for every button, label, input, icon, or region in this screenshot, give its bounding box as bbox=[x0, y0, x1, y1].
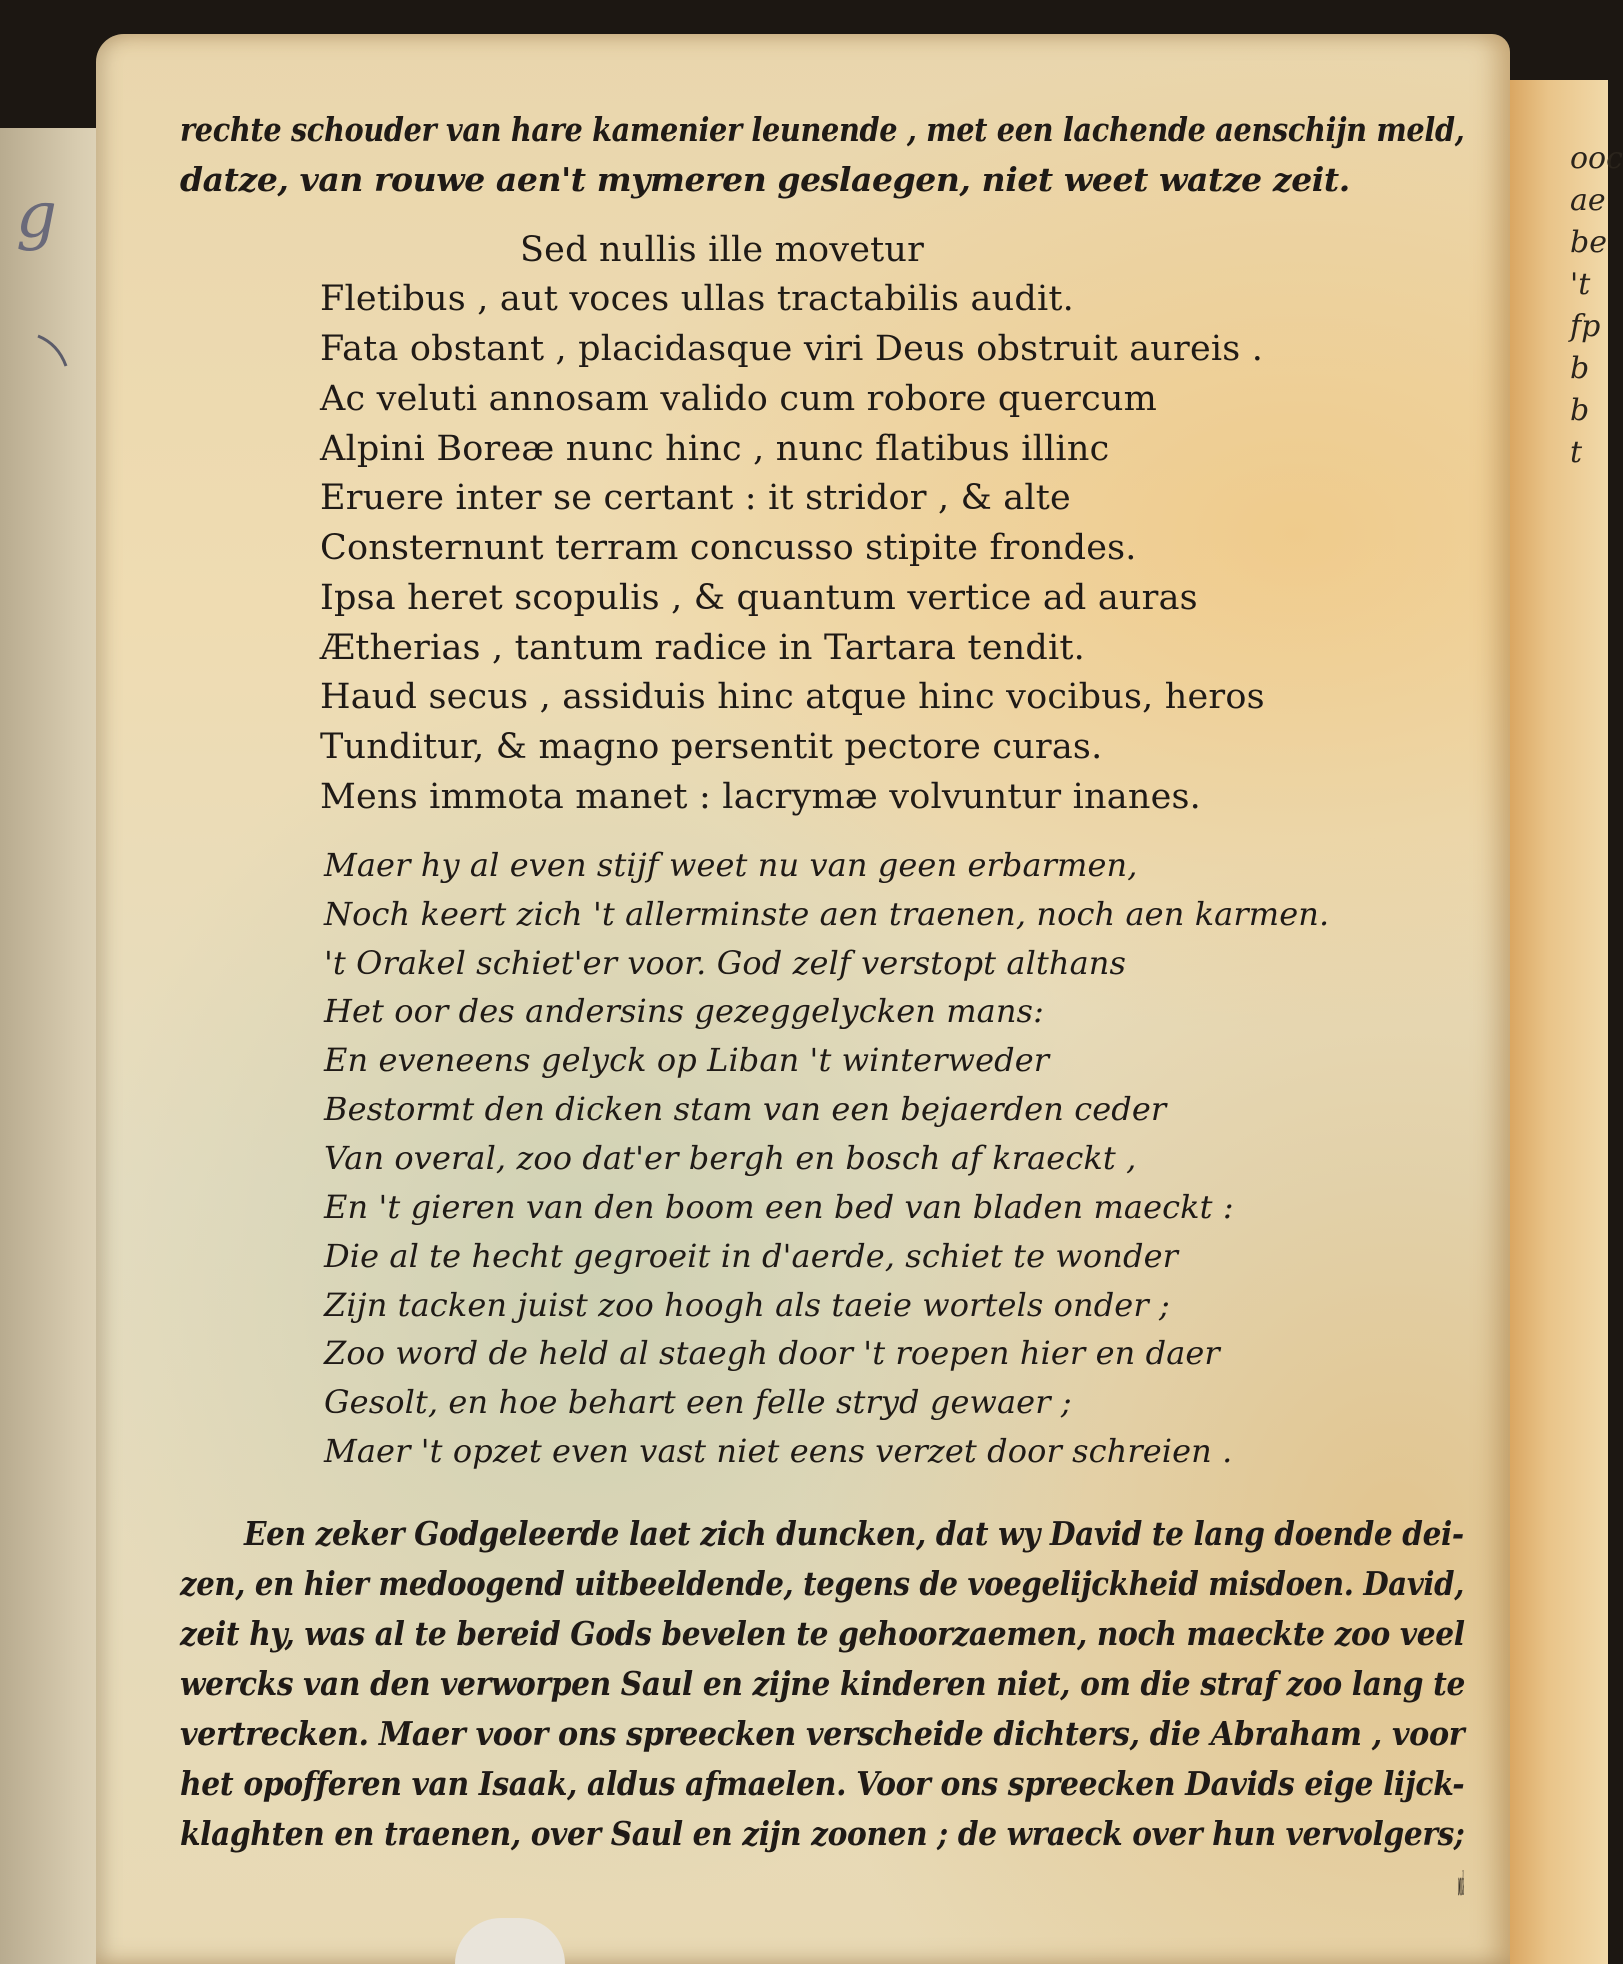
latin-verse-line: Haud secus , assiduis hinc atque hinc vocibus, heros bbox=[320, 677, 1265, 717]
book-page bbox=[96, 34, 1510, 1964]
dutch-verse-line: Zoo word de held al staegh door 't roepen hier en daer bbox=[324, 1334, 1220, 1372]
latin-verse-line: Ac veluti annosam valido cum robore quercum bbox=[320, 379, 1158, 419]
catchword: oock bbox=[1458, 1864, 1465, 1903]
dutch-verse-line: En 't gieren van den boom een bed van bladen maeckt : bbox=[324, 1188, 1234, 1226]
dutch-verse-line: Maer 't opzet even vast niet eens verzet door schreien . bbox=[324, 1432, 1233, 1470]
dutch-verse-line: Gesolt, en hoe behart een felle stryd gewaer ; bbox=[324, 1383, 1072, 1421]
latin-verse-line: Alpini Boreæ nunc hinc , nunc flatibus illinc bbox=[320, 429, 1110, 469]
dutch-verse-line: Van overal, zoo dat'er bergh en bosch af kraeckt , bbox=[324, 1139, 1137, 1177]
prose-line: zeit hy, was al te bereid Gods bevelen te gehoorzaemen, noch maeckte zoo veel bbox=[180, 1614, 1465, 1653]
latin-verse-line: Sed nullis ille movetur bbox=[520, 230, 925, 270]
latin-verse-line: Eruere inter se certant : it stridor , & alte bbox=[320, 478, 1071, 518]
latin-verse-line: Ætherias , tantum radice in Tartara tendit. bbox=[320, 628, 1085, 668]
dutch-verse-line: Maer hy al even stijf weet nu van geen erbarmen, bbox=[324, 846, 1138, 884]
prose-line: Een zeker Godgeleerde laet zich duncken, dat wy David te lang doende dei- bbox=[244, 1514, 1464, 1553]
latin-verse-line: Tunditur, & magno persentit pectore curas. bbox=[320, 727, 1103, 767]
dutch-verse-line: Noch keert zich 't allerminste aen traenen, noch aen karmen. bbox=[324, 895, 1330, 933]
latin-verse-line: Consternunt terram concusso stipite frondes. bbox=[320, 528, 1137, 568]
dutch-verse-line: En eveneens gelyck op Liban 't winterweder bbox=[324, 1041, 1050, 1079]
prose-line: vertrecken. Maer voor ons spreecken verscheide dichters, die Abraham , voor bbox=[180, 1714, 1465, 1753]
prose-line: het opofferen van Isaak, aldus afmaelen. Voor ons spreecken Davids eige lijck- bbox=[180, 1764, 1465, 1803]
latin-verse-line: Mens immota manet : lacrymæ volvuntur inanes. bbox=[320, 777, 1201, 817]
dutch-verse-line: Zijn tacken juist zoo hoogh als taeie wortels onder ; bbox=[324, 1286, 1170, 1324]
margin-pencil-stroke bbox=[36, 330, 86, 370]
dutch-verse-line: Bestormt den dicken stam van een bejaerden ceder bbox=[324, 1090, 1167, 1128]
prose-line: datze, van rouwe aen't mymeren geslaegen, niet weet watze zeit. bbox=[180, 160, 1350, 199]
latin-verse-line: Ipsa heret scopulis , & quantum vertice ad auras bbox=[320, 578, 1198, 618]
dutch-verse-line: Die al te hecht gegroeit in d'aerde, schiet te wonder bbox=[324, 1237, 1179, 1275]
prose-line: klaghten en traenen, over Saul en zijn zoonen ; de wraeck over hun vervolgers; bbox=[180, 1814, 1465, 1853]
dutch-verse-line: 't Orakel schiet'er voor. God zelf verstopt althans bbox=[324, 944, 1126, 982]
prose-line: zen, en hier medoogend uitbeeldende, tegens de voegelijckheid misdoen. David, bbox=[180, 1564, 1465, 1603]
latin-verse-line: Fata obstant , placidasque viri Deus obstruit aureis . bbox=[320, 329, 1264, 369]
prose-line: rechte schouder van hare kamenier leunende , met een lachende aenschijn meld, bbox=[180, 110, 1465, 149]
latin-verse-line: Fletibus , aut voces ullas tractabilis audit. bbox=[320, 279, 1074, 319]
right-page-text-fragments: ooc ae be 't fp b b t bbox=[1570, 141, 1623, 470]
prose-line: wercks van den verworpen Saul en zijne kinderen niet, om die straf zoo lang te bbox=[180, 1664, 1465, 1703]
margin-pencil-mark: g bbox=[16, 179, 57, 253]
dutch-verse-line: Het oor des andersins gezeggelycken mans: bbox=[324, 992, 1044, 1030]
